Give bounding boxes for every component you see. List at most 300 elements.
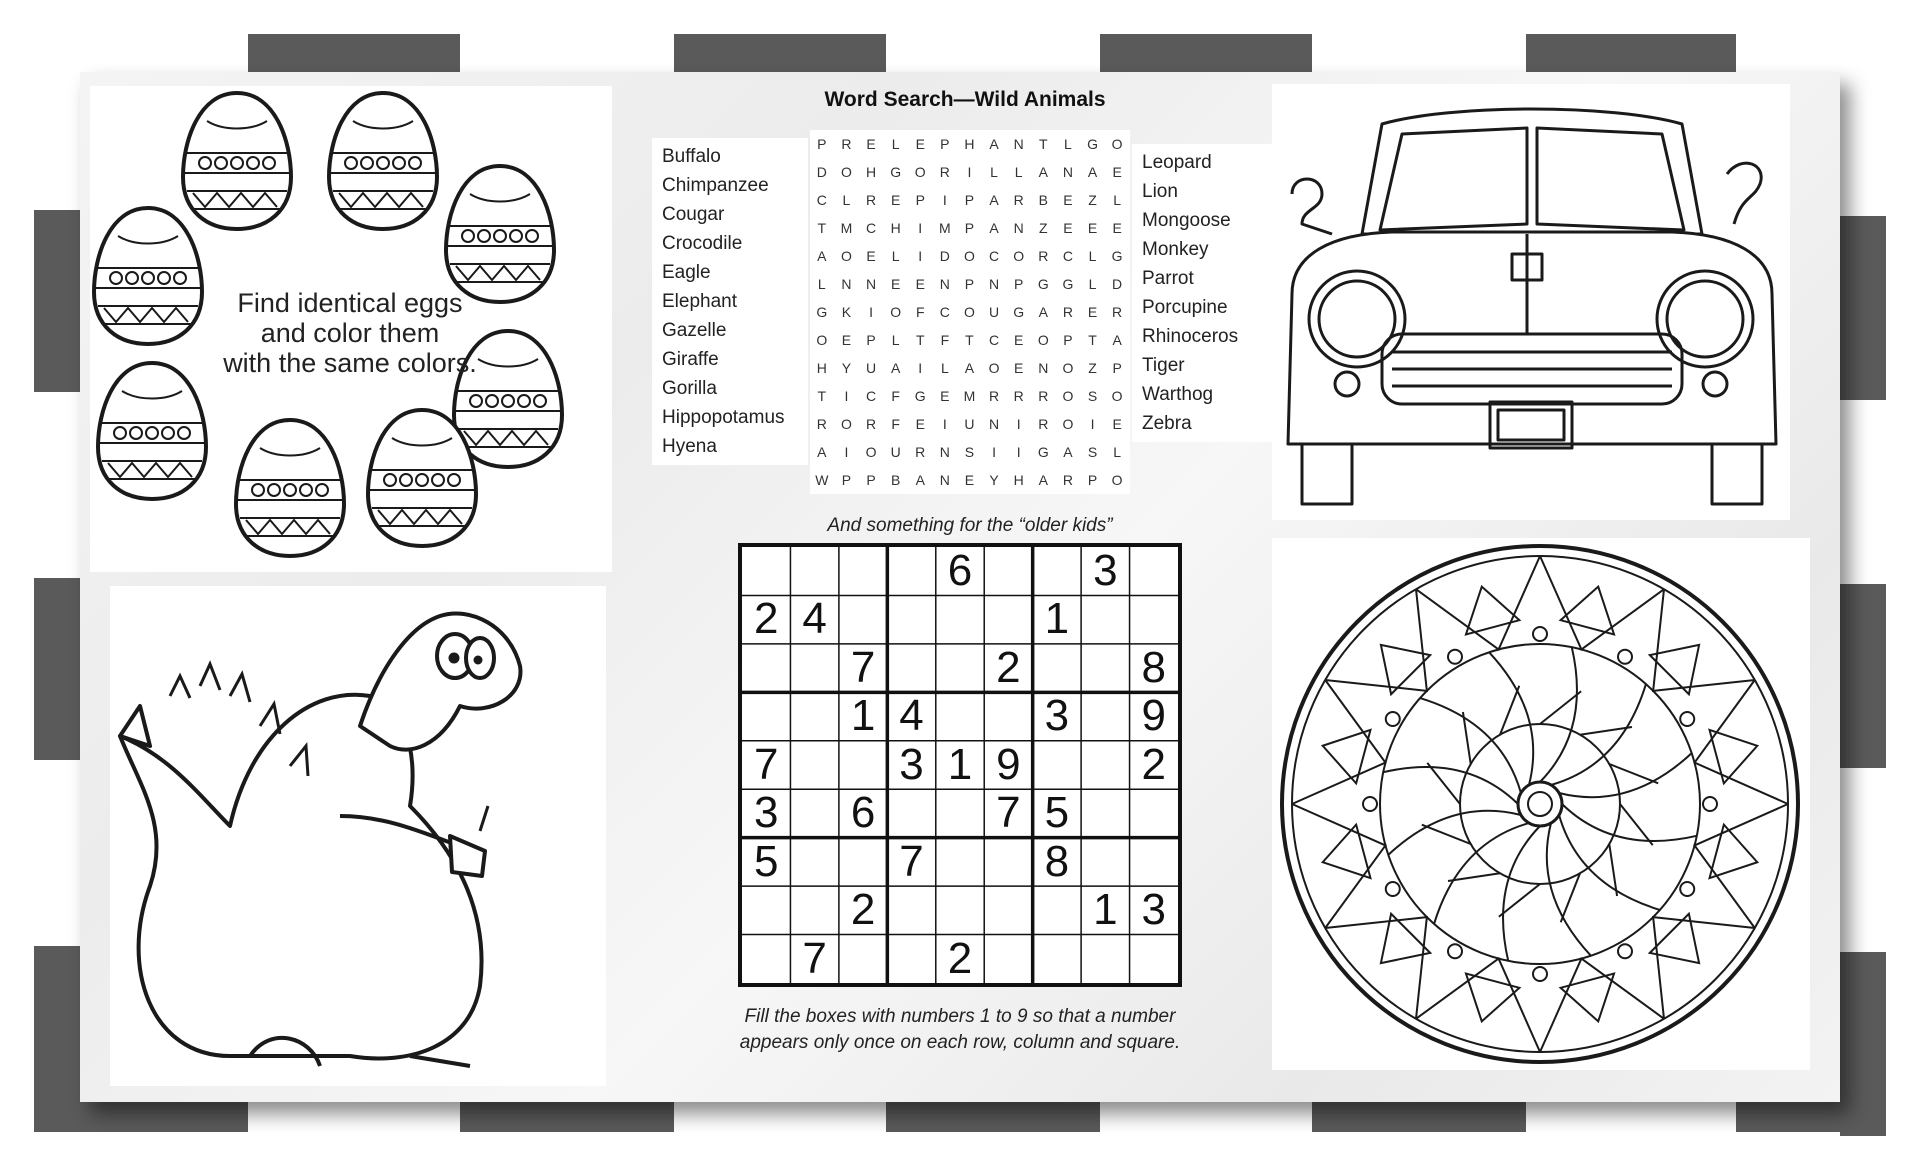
word-item: Lion [1142, 181, 1178, 202]
decor-bar [248, 34, 460, 72]
mandala-dot [1533, 627, 1547, 641]
sudoku-cell[interactable] [1033, 886, 1081, 934]
word-search-letter[interactable]: R [915, 444, 927, 460]
word-search-letter[interactable]: O [964, 248, 976, 264]
word-search-letter[interactable]: R [989, 388, 1001, 404]
sudoku-cell[interactable] [1130, 595, 1178, 643]
sudoku-cell[interactable]: 3 [1044, 691, 1070, 741]
sudoku-cell[interactable] [936, 595, 984, 643]
sudoku-cell[interactable] [1081, 595, 1129, 643]
sudoku-cell[interactable]: 6 [850, 788, 876, 838]
word-item: Zebra [1142, 413, 1192, 434]
word-search-letter[interactable]: F [915, 304, 926, 320]
sudoku-cell[interactable] [887, 644, 935, 692]
sudoku-cell[interactable]: 7 [996, 788, 1021, 838]
egg-1[interactable] [94, 208, 202, 344]
word-search-letter[interactable]: T [1088, 332, 1098, 348]
sudoku-cell[interactable] [1130, 547, 1178, 595]
word-search-letter[interactable]: L [990, 164, 999, 180]
word-search-letter[interactable]: M [939, 220, 952, 236]
word-search-letter[interactable]: O [840, 164, 853, 180]
sudoku-cell[interactable]: 1 [1044, 594, 1070, 644]
word-search-letter[interactable]: E [841, 332, 853, 348]
word-search-letter[interactable]: L [842, 192, 852, 208]
sudoku-cell[interactable]: 3 [899, 739, 924, 789]
sudoku-cell[interactable] [1130, 838, 1178, 886]
sudoku-cell[interactable] [887, 886, 935, 934]
sudoku-cell[interactable]: 1 [947, 739, 973, 789]
mandala-swirl [1559, 815, 1660, 910]
word-search-letter[interactable]: E [866, 136, 877, 152]
sudoku-cell[interactable] [839, 741, 887, 789]
word-search-letter[interactable]: F [891, 416, 901, 432]
word-item: Elephant [662, 291, 738, 312]
sudoku-cell[interactable]: 5 [1044, 788, 1070, 838]
sudoku-cell[interactable] [936, 886, 984, 934]
decor-bar [34, 210, 80, 392]
sudoku-cell[interactable] [1033, 547, 1081, 595]
word-search-letter[interactable]: G [1062, 276, 1075, 292]
word-search-letter[interactable]: R [1062, 304, 1074, 320]
word-search-letter[interactable]: O [988, 360, 1001, 376]
sudoku-cell[interactable] [1081, 644, 1129, 692]
word-search-letter[interactable]: G [1087, 136, 1099, 152]
word-search-letter[interactable]: G [1037, 444, 1050, 460]
word-search-letter[interactable]: L [1064, 136, 1073, 152]
egg-6[interactable] [368, 410, 476, 546]
word-search-letter[interactable]: W [815, 472, 830, 488]
mandala-petal [1466, 587, 1519, 635]
egg-3[interactable] [329, 93, 437, 229]
word-search-letter[interactable]: I [992, 444, 998, 460]
sudoku-cell[interactable]: 2 [947, 933, 973, 983]
word-search-letter[interactable]: C [939, 304, 951, 320]
word-search-letter[interactable]: O [1062, 416, 1075, 432]
sudoku-cell[interactable] [1081, 935, 1129, 983]
word-search-letter[interactable]: G [816, 304, 829, 320]
word-search-row [810, 438, 1130, 466]
word-search-letter[interactable]: P [964, 220, 976, 236]
sudoku-cell[interactable] [742, 935, 790, 983]
word-search-letter[interactable]: A [817, 444, 828, 460]
word-search-letter[interactable]: I [844, 444, 850, 460]
word-search-letter[interactable]: R [1013, 192, 1025, 208]
word-item: Tiger [1142, 355, 1185, 376]
word-item: Gorilla [662, 378, 717, 399]
word-search-letter[interactable]: E [1087, 220, 1099, 236]
word-search-title: Word Search—Wild Animals [824, 88, 1106, 111]
mandala-petal [1323, 825, 1371, 878]
word-item: Eagle [662, 262, 711, 283]
word-search-letter[interactable]: I [1016, 416, 1022, 432]
sudoku-cell[interactable] [742, 886, 790, 934]
word-search-letter[interactable]: A [989, 220, 1000, 236]
mandala-swirl [1559, 753, 1692, 797]
sudoku-cell[interactable] [790, 789, 838, 837]
word-search-letter[interactable]: R [1038, 416, 1050, 432]
word-search-letter[interactable]: A [1038, 304, 1049, 320]
word-search-letter[interactable]: O [865, 444, 878, 460]
sudoku-cell[interactable] [1130, 935, 1178, 983]
word-search-letter[interactable]: N [841, 276, 853, 292]
word-search-letter[interactable]: A [1038, 164, 1049, 180]
word-item: Hippopotamus [662, 407, 785, 428]
word-search-letter[interactable]: N [989, 276, 1001, 292]
word-search-letter[interactable]: P [940, 136, 951, 152]
word-search-letter[interactable]: N [1062, 164, 1074, 180]
sudoku-cell[interactable] [984, 935, 1032, 983]
word-search-letter[interactable]: Z [1039, 220, 1049, 236]
sudoku-cell[interactable] [1033, 935, 1081, 983]
sudoku-cell[interactable]: 8 [1141, 642, 1166, 692]
word-search-letter[interactable]: A [989, 192, 1000, 208]
sudoku-cell[interactable]: 2 [850, 885, 876, 935]
word-search-letter[interactable]: H [964, 136, 976, 152]
word-search-letter[interactable]: L [1014, 164, 1024, 180]
word-search-letter[interactable]: A [915, 472, 926, 488]
sudoku-cell[interactable] [742, 644, 790, 692]
word-search-letter[interactable]: A [989, 136, 1000, 152]
word-search-letter[interactable]: R [816, 416, 828, 432]
word-search-letter[interactable]: N [1013, 220, 1025, 236]
word-search-row [810, 382, 1130, 410]
word-search-letter[interactable]: T [817, 220, 828, 236]
word-search-letter[interactable]: P [1063, 332, 1074, 348]
sudoku-cell[interactable]: 7 [753, 739, 779, 789]
mandala-petal [1710, 825, 1758, 878]
word-search-letter[interactable]: G [1111, 248, 1124, 264]
word-search-letter[interactable]: E [890, 276, 902, 292]
word-search-letter[interactable]: T [915, 332, 926, 348]
word-search-letter[interactable]: H [865, 164, 878, 180]
word-search-letter[interactable]: L [1113, 444, 1123, 460]
sudoku-cell[interactable] [742, 692, 790, 740]
word-item: Buffalo [662, 146, 721, 167]
sudoku-cell[interactable] [1033, 644, 1081, 692]
egg-4[interactable] [446, 166, 554, 302]
decor-bar [460, 1102, 674, 1132]
sudoku-cell[interactable]: 9 [1141, 691, 1166, 741]
sudoku-cell[interactable] [1081, 692, 1129, 740]
decor-bar [1736, 1102, 1886, 1132]
word-search-letter[interactable]: G [914, 388, 927, 404]
word-search-letter[interactable]: S [1087, 444, 1099, 460]
word-search-row [810, 354, 1130, 382]
word-search-letter[interactable]: N [939, 444, 951, 460]
word-search-letter[interactable]: R [1038, 388, 1050, 404]
word-search-letter[interactable]: G [1013, 304, 1026, 320]
word-search-letter[interactable]: N [939, 276, 951, 292]
word-search-letter[interactable]: E [1112, 164, 1123, 180]
word-search-letter[interactable]: E [1063, 192, 1074, 208]
sudoku-cell[interactable] [984, 692, 1032, 740]
word-item: Leopard [1142, 152, 1212, 173]
word-search-letter[interactable]: N [939, 472, 951, 488]
word-search-letter[interactable]: E [1014, 360, 1025, 376]
word-search-letter[interactable]: O [1111, 388, 1124, 404]
word-search-letter[interactable]: O [890, 304, 903, 320]
word-search-letter[interactable]: E [1112, 416, 1123, 432]
sudoku-cell[interactable] [936, 644, 984, 692]
sudoku-cell[interactable]: 2 [996, 642, 1021, 692]
word-search-letter[interactable]: O [1062, 360, 1075, 376]
word-search-letter[interactable]: I [1016, 444, 1022, 460]
sudoku-grid [738, 543, 1182, 987]
word-search-letter[interactable]: O [1037, 332, 1050, 348]
word-search-row [810, 270, 1130, 298]
word-search-letter[interactable]: E [890, 192, 902, 208]
word-search-letter[interactable]: N [989, 416, 1001, 432]
sudoku-cell[interactable]: 5 [753, 836, 779, 886]
word-search-letter[interactable]: R [939, 164, 951, 180]
word-search-letter[interactable]: P [1014, 276, 1025, 292]
word-search-letter[interactable]: R [841, 136, 853, 152]
word-search-letter[interactable]: O [840, 248, 853, 264]
word-search-letter[interactable]: Y [989, 472, 1000, 488]
word-search-letter[interactable]: E [1087, 304, 1099, 320]
word-search-letter[interactable]: B [1038, 192, 1049, 208]
sudoku-cell[interactable]: 2 [753, 594, 779, 644]
sudoku-cell[interactable]: 3 [753, 788, 779, 838]
decor-bar [34, 578, 80, 760]
word-search-letter[interactable]: P [1087, 472, 1099, 488]
word-search-letter[interactable]: T [1039, 136, 1049, 152]
word-item: Rhinoceros [1142, 326, 1239, 347]
word-search-letter[interactable]: M [963, 388, 977, 404]
word-search-letter[interactable]: I [918, 360, 924, 376]
word-search-letter[interactable]: I [918, 220, 924, 236]
word-search-letter[interactable]: L [1088, 276, 1098, 292]
sudoku-cell[interactable]: 1 [850, 691, 876, 741]
decor-bar [1526, 34, 1736, 72]
word-search-letter[interactable]: L [891, 136, 901, 152]
word-search-letter[interactable]: A [1112, 332, 1123, 348]
word-search-letter[interactable]: Z [1088, 192, 1098, 208]
word-search-letter[interactable]: I [869, 304, 874, 320]
word-search-letter[interactable]: N [865, 276, 878, 292]
word-search-letter[interactable]: O [840, 416, 853, 432]
word-search-letter[interactable]: R [1038, 248, 1050, 264]
word-search-letter[interactable]: G [890, 164, 903, 180]
word-search-letter[interactable]: C [865, 220, 878, 236]
egg-8[interactable] [98, 363, 206, 499]
word-search-letter[interactable]: P [915, 192, 926, 208]
word-search-letter[interactable]: T [817, 388, 828, 404]
word-search-letter[interactable]: E [964, 472, 976, 488]
word-search-letter[interactable]: A [964, 360, 976, 376]
word-search-letter[interactable]: R [865, 416, 878, 432]
sudoku-cell[interactable]: 1 [1093, 885, 1118, 935]
word-search-letter[interactable]: O [1013, 248, 1026, 264]
word-search-letter[interactable]: D [939, 248, 951, 264]
sudoku-cell[interactable]: 2 [1141, 739, 1166, 789]
word-search-letter[interactable]: F [940, 332, 951, 348]
word-search-letter[interactable]: N [1013, 136, 1025, 152]
word-search-letter[interactable]: P [841, 472, 853, 488]
sudoku-cell[interactable] [984, 595, 1032, 643]
word-search-letter[interactable]: R [865, 192, 878, 208]
word-search-letter[interactable]: E [1014, 332, 1025, 348]
sudoku-cell[interactable] [790, 692, 838, 740]
word-search-letter[interactable]: A [1063, 444, 1074, 460]
word-search-letter[interactable]: D [816, 164, 828, 180]
word-search-letter[interactable]: E [940, 388, 951, 404]
sudoku-cell[interactable] [887, 935, 935, 983]
mandala-swirl [1503, 826, 1540, 961]
word-search-letter[interactable]: O [964, 304, 976, 320]
word-search-letter[interactable]: O [816, 332, 829, 348]
word-search-letter[interactable]: U [890, 444, 902, 460]
sudoku-cell[interactable]: 4 [802, 594, 827, 644]
word-search-letter[interactable]: S [964, 444, 976, 460]
word-search-letter[interactable]: I [942, 416, 948, 432]
word-search-letter[interactable]: L [940, 360, 950, 376]
word-search-letter[interactable]: P [866, 472, 877, 488]
word-search-letter[interactable]: L [1088, 248, 1098, 264]
mandala-dot [1703, 797, 1717, 811]
sudoku-cell[interactable] [1033, 741, 1081, 789]
word-search-letter[interactable]: G [1037, 276, 1050, 292]
sudoku-cell[interactable] [790, 644, 838, 692]
sudoku-cell[interactable]: 3 [1141, 885, 1166, 935]
sudoku-cell[interactable] [839, 838, 887, 886]
word-search-letter[interactable]: R [1062, 472, 1074, 488]
sudoku-cell[interactable]: 7 [850, 642, 876, 692]
word-search-letter[interactable]: D [1112, 276, 1124, 292]
word-search-letter[interactable]: E [915, 416, 926, 432]
egg-7[interactable] [236, 420, 344, 556]
sudoku-cell[interactable]: 7 [802, 933, 827, 983]
sudoku-cell[interactable] [984, 838, 1032, 886]
sudoku-cell[interactable]: 8 [1044, 836, 1070, 886]
sudoku-cell[interactable] [790, 838, 838, 886]
word-search-letter[interactable]: U [989, 304, 1001, 320]
word-search-letter[interactable]: E [1063, 220, 1074, 236]
sudoku-cell[interactable] [984, 886, 1032, 934]
word-search-letter[interactable]: I [967, 164, 973, 180]
word-search-letter[interactable]: O [914, 164, 927, 180]
sudoku-cell[interactable] [839, 547, 887, 595]
decor-bar [1840, 584, 1886, 768]
word-search-letter[interactable]: C [1062, 248, 1074, 264]
sudoku-cell[interactable] [1081, 741, 1129, 789]
word-search-letter[interactable]: O [1111, 136, 1124, 152]
word-search-letter[interactable]: M [840, 220, 854, 236]
word-search-letter[interactable]: I [918, 248, 924, 264]
word-search-letter[interactable]: P [866, 332, 877, 348]
word-search-letter[interactable]: E [866, 248, 877, 264]
word-search-letter[interactable]: Z [1088, 360, 1098, 376]
word-search-letter[interactable]: I [942, 192, 948, 208]
word-search-letter[interactable]: Y [841, 360, 853, 376]
word-search-letter[interactable]: R [1112, 304, 1124, 320]
sudoku-cell[interactable]: 7 [899, 836, 924, 886]
word-search-letter[interactable]: C [816, 192, 828, 208]
sudoku-cell[interactable] [790, 886, 838, 934]
word-search-letter[interactable]: O [1111, 472, 1124, 488]
word-search-letter[interactable]: H [890, 220, 902, 236]
sudoku-cell[interactable] [936, 838, 984, 886]
word-search-letter[interactable]: E [915, 136, 926, 152]
sudoku-cell[interactable] [839, 595, 887, 643]
dragon-panel [110, 586, 606, 1086]
sudoku-cell[interactable] [790, 547, 838, 595]
word-search-letter[interactable]: N [1038, 360, 1050, 376]
mandala-dot [1386, 882, 1400, 896]
word-item: Porcupine [1142, 297, 1228, 318]
word-search-letter[interactable]: B [890, 472, 902, 488]
sudoku-cell[interactable] [887, 789, 935, 837]
word-search-letter[interactable]: P [1112, 360, 1123, 376]
word-search-letter[interactable]: P [964, 276, 976, 292]
mandala-dot [1618, 944, 1632, 958]
mandala-swirl [1383, 767, 1518, 804]
word-search-letter[interactable]: U [865, 360, 878, 376]
word-search-letter[interactable]: L [891, 332, 901, 348]
word-search-letter[interactable]: L [891, 248, 901, 264]
word-search-letter[interactable]: A [890, 360, 902, 376]
sudoku-cell[interactable] [984, 547, 1032, 595]
word-search-letter[interactable]: S [1087, 388, 1099, 404]
word-search-letter[interactable]: E [915, 276, 926, 292]
word-search-letter[interactable]: C [989, 332, 1001, 348]
decor-bar [674, 34, 886, 72]
sudoku-cell[interactable] [1081, 789, 1129, 837]
word-search-letter[interactable]: L [1113, 192, 1123, 208]
decor-bar [1312, 1102, 1526, 1132]
word-search-letter[interactable]: F [891, 388, 901, 404]
sudoku-cell[interactable] [887, 547, 935, 595]
word-search-letter[interactable]: I [844, 388, 850, 404]
word-search-letter[interactable]: H [1013, 472, 1025, 488]
egg-2[interactable] [183, 93, 291, 229]
sudoku-cell[interactable] [1081, 838, 1129, 886]
word-item: Giraffe [662, 349, 719, 370]
word-search-letter[interactable]: A [1087, 164, 1099, 180]
word-search-letter[interactable]: E [1112, 220, 1123, 236]
word-search-letter[interactable]: L [817, 276, 827, 292]
sudoku-cell[interactable]: 4 [899, 691, 924, 741]
sudoku-cell[interactable]: 9 [996, 739, 1021, 789]
eggs-instructions-line: with the same colors. [223, 348, 477, 378]
word-search-letter[interactable]: A [817, 248, 828, 264]
word-search-letter[interactable]: P [964, 192, 976, 208]
sudoku-cell[interactable] [936, 789, 984, 837]
mandala-swirl [1551, 684, 1646, 785]
word-search-letter[interactable]: C [989, 248, 1001, 264]
sudoku-cell[interactable] [1130, 789, 1178, 837]
word-search-letter[interactable]: R [1013, 388, 1025, 404]
word-search-letter[interactable]: U [964, 416, 976, 432]
word-search-letter[interactable]: O [1062, 388, 1075, 404]
sudoku-cell[interactable]: 6 [947, 546, 973, 595]
mandala-dot [1448, 944, 1462, 958]
word-search-letter[interactable]: C [865, 388, 878, 404]
sudoku-cell[interactable]: 3 [1093, 546, 1118, 595]
word-search-letter[interactable]: A [1038, 472, 1049, 488]
word-item: Parrot [1142, 268, 1194, 289]
word-search-letter[interactable]: T [965, 332, 975, 348]
word-search-letter[interactable]: H [816, 360, 828, 376]
sudoku-cell[interactable] [742, 547, 790, 595]
word-search-letter[interactable]: I [1090, 416, 1096, 432]
sudoku-cell[interactable] [839, 935, 887, 983]
sudoku-cell[interactable] [887, 595, 935, 643]
word-search-letter[interactable]: P [817, 136, 828, 152]
sudoku-cell[interactable] [936, 692, 984, 740]
sudoku-cell[interactable] [790, 741, 838, 789]
word-search-letter[interactable]: K [841, 304, 853, 320]
